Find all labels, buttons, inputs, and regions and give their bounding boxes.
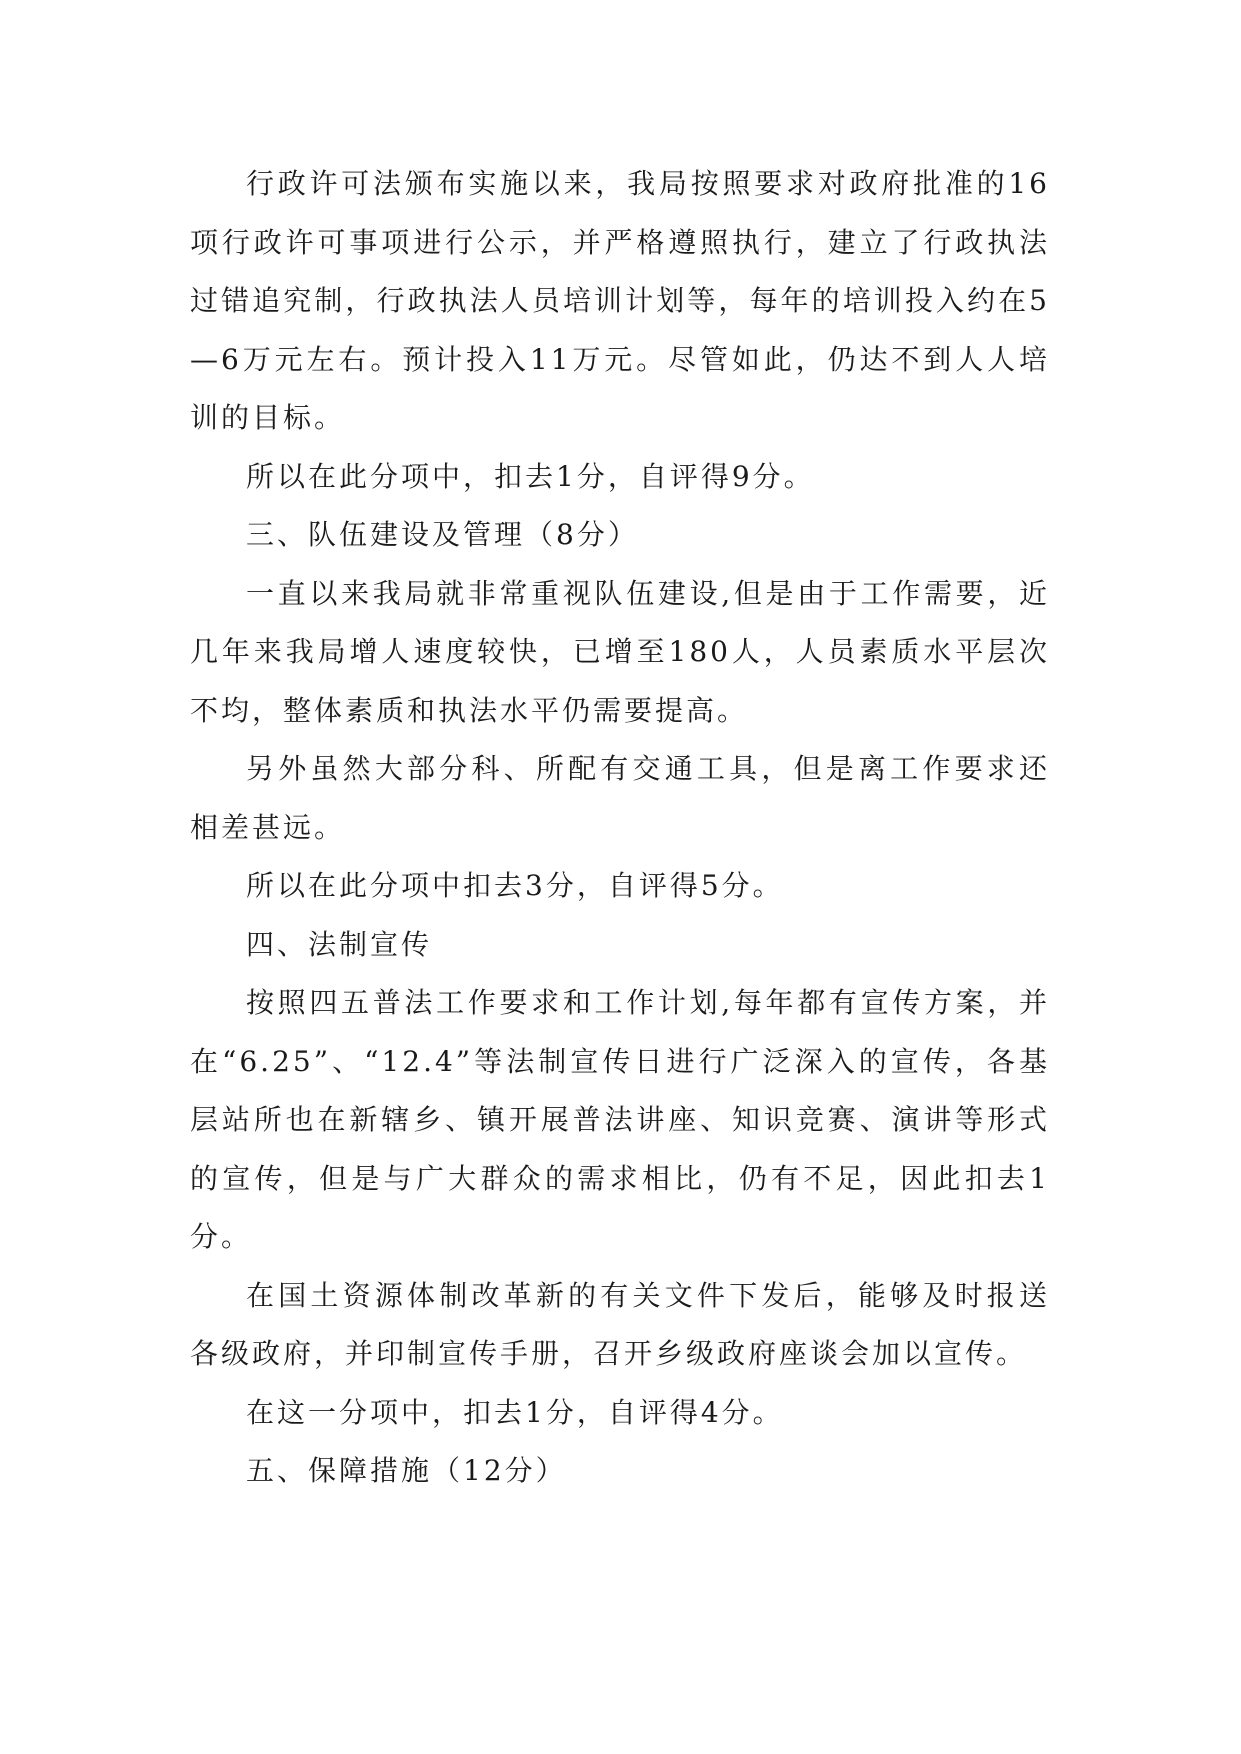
document-body <box>190 155 1050 1501</box>
paragraph-transport: 另外虽然大部分科、所配有交通工具，但是离工作要求还相差甚远。 <box>190 752 1050 844</box>
section-heading-safeguards: 五、保障措施（12分） <box>246 1454 567 1487</box>
paragraph-training: 行政许可法颁布实施以来，我局按照要求对政府批准的16项行政许可事项进行公示，并严格遵照执行，建立了行政执法过错追究制，行政执法人员培训计划等，每年的培训投入约在5—6万元左右。预计投入11万元。尽管如此，仍达不到人人培训的目标。 <box>190 167 1050 434</box>
section-heading-team: 三、队伍建设及管理（8分） <box>246 518 639 551</box>
paragraph-team-building: 一直以来我局就非常重视队伍建设,但是由于工作需要，近几年来我局增人速度较快，已增至180人，人员素质水平层次不均，整体素质和执法水平仍需要提高。 <box>190 576 1050 727</box>
paragraph-reform-docs: 在国土资源体制改革新的有关文件下发后，能够及时报送各级政府，并印制宣传手册，召开乡级政府座谈会加以宣传。 <box>190 1278 1050 1370</box>
paragraph-score-2: 所以在此分项中扣去3分，自评得5分。 <box>246 869 784 902</box>
paragraph-score-3: 在这一分项中，扣去1分，自评得4分。 <box>246 1395 784 1429</box>
paragraph-score-1: 所以在此分项中，扣去1分，自评得9分。 <box>246 459 815 493</box>
section-heading-publicity: 四、法制宣传 <box>246 927 433 961</box>
paragraph-publicity-plan: 按照四五普法工作要求和工作计划,每年都有宣传方案，并在“6.25”、“12.4”等法制宣传日进行广泛深入的宣传，各基层站所也在新辖乡、镇开展普法讲座、知识竞赛、演讲等形式的宣传，但是与广大群众的需求相比，仍有不足，因此扣去1分。 <box>190 986 1050 1253</box>
